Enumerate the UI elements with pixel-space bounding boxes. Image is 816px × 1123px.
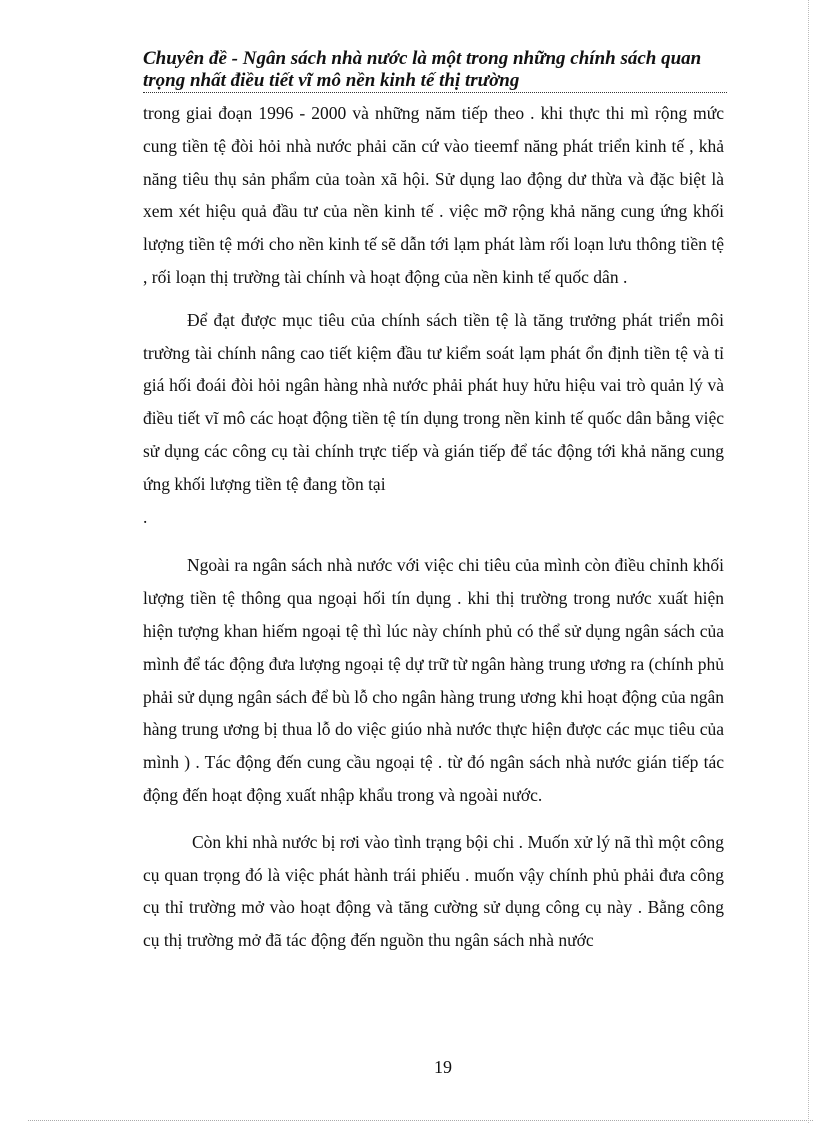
page-number: 19	[434, 1057, 452, 1077]
page-header-title: Chuyên đề - Ngân sách nhà nước là một trong những chính sách quan trọng nhất điều tiết vĩ mô nền kinh tế thị trường	[143, 48, 702, 91]
paragraph-2-continuation: .	[143, 506, 148, 527]
paragraph-4: Còn khi nhà nước bị rơi vào tình trạng bội chi . Muốn xử lý nã thì một công cụ quan trọng đó là việc phát hành trái phiếu . muốn vậy chính phủ phải đưa công cụ thỉ trường mở vào hoạt động và tăng cường sử dụng công cụ này . Bằng công cụ thị trường mở đã tác động đến nguồn thu ngân sách nhà nước	[143, 831, 724, 951]
bottom-divider	[28, 1120, 813, 1121]
paragraph-1: trong giai đoạn 1996 - 2000 và những năm tiếp theo . khi thực thi mì rộng mức cung tiền tệ đòi hỏi nhà nước phải căn cứ vào tieemf năng phát triển kinh tế , khả năng tiêu thụ sản phẩm của toàn xã hội. Sử dụng lao động dư thừa và đặc biệt là xem xét hiệu quả đầu tư của nền kinh tế . việc mỡ rộng khả năng cung ứng khối lượng tiền tệ mới cho nền kinh tế sẽ dẫn tới lạm phát làm rối loạn lưu thông tiền tệ , rối loạn thị trường tài chính và hoạt động của nền kinh tế quốc dân .	[143, 103, 724, 287]
paragraph-3: Ngoài ra ngân sách nhà nước với việc chi tiêu của mình còn điều chỉnh khối lượng tiền tệ thông qua ngoại hối tín dụng . khi thị trường trong nước xuất hiện hiện tượng khan hiếm ngoại tệ thì lúc này chính phủ có thể sử dụng ngân sách của mình để tác động đưa lượng ngoại tệ dự trữ từ ngân hàng trung ương ra (chính phủ phải sử dụng ngân sách để bù lỗ cho ngân hàng trung ương khi hoạt động của ngân hàng trung ương bị thua lỗ do việc giúo nhà nước thực hiện được các mục tiêu của mình ) . Tác động đến cung cầu ngoại tệ . từ đó ngân sách nhà nước gián tiếp tác động đến hoạt động xuất nhập khẩu trong và ngoài nước.	[143, 555, 724, 805]
header-divider	[143, 92, 727, 93]
document-body	[143, 97, 724, 957]
paragraph-2: Để đạt được mục tiêu của chính sách tiền tệ là tăng trưởng phát triển môi trường tài chính nâng cao tiết kiệm đầu tư kiểm soát lạm phát ổn định tiền tệ và tỉ giá hối đoái đòi hỏi ngân hàng nhà nước phải phát huy hửu hiệu vai trò quản lý và điều tiết vĩ mô các hoạt động tiền tệ tín dụng trong nền kinh tế quốc dân bằng việc sử dụng các công cụ tài chính trực tiếp và gián tiếp để tác động tới khả năng cung ứng khối lượng tiền tệ đang tồn tại	[143, 309, 724, 494]
right-margin-divider	[808, 0, 809, 1123]
